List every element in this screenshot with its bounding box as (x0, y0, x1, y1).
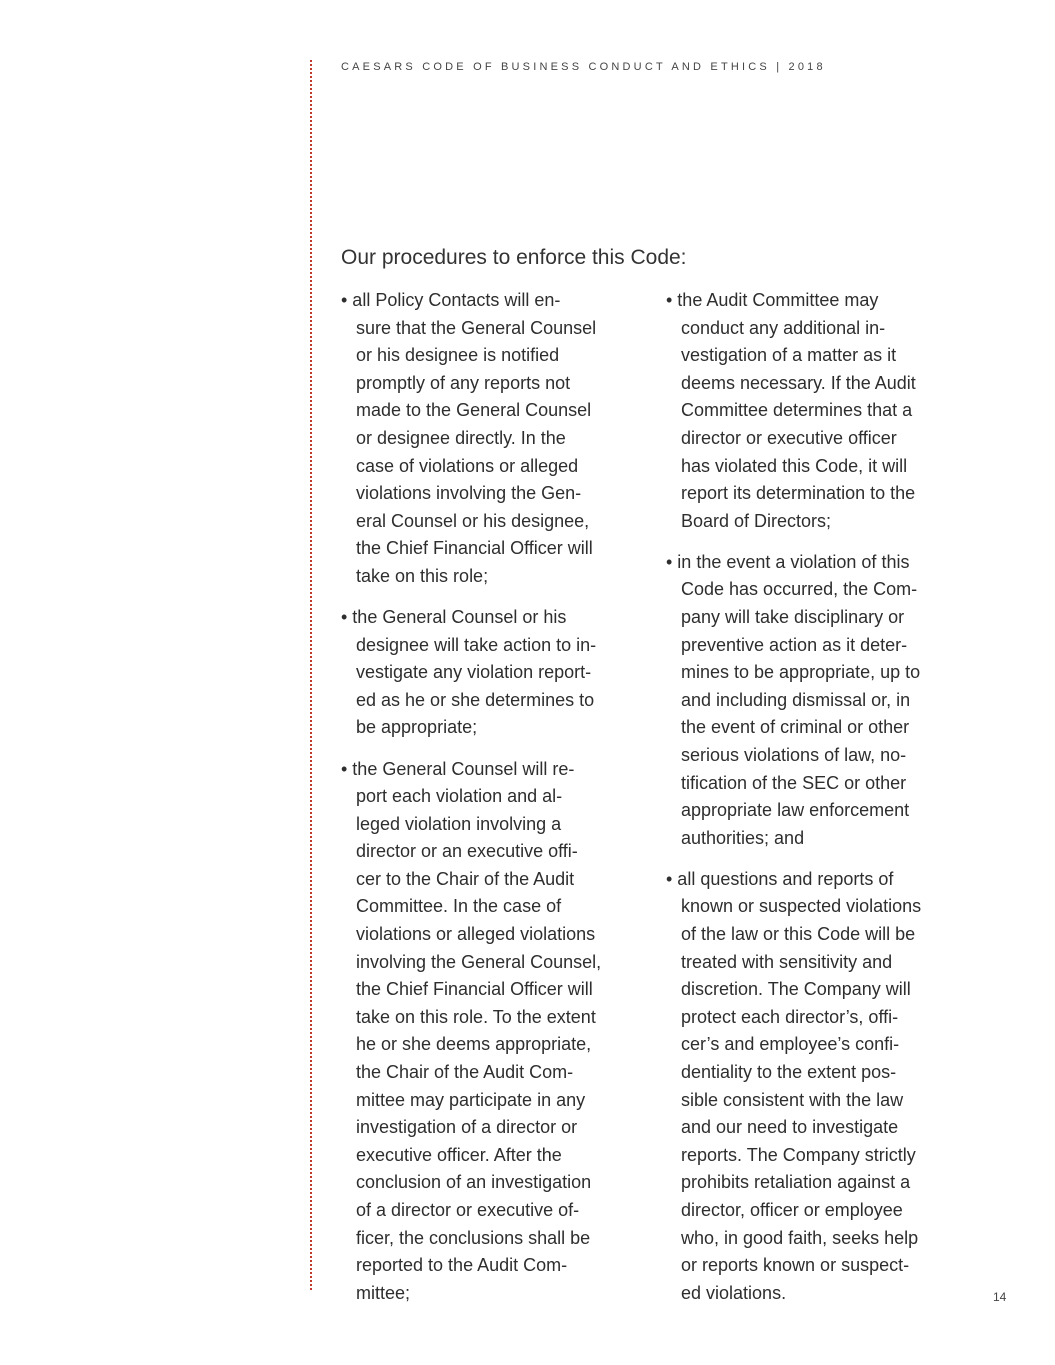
text-line: • the Audit Committee may (666, 290, 879, 310)
text-line: treated with sensitivity and (681, 951, 893, 972)
text-line: made to the General Counsel (356, 400, 592, 421)
text-line: case of violations or alleged (356, 455, 579, 476)
text-line: dentiality to the extent pos- (681, 1062, 897, 1083)
text-line: of a director or executive of- (356, 1200, 580, 1220)
text-line: be appropriate; (356, 717, 478, 738)
text-line: take on this role; (356, 565, 489, 586)
text-line: and including dismissal or, in (681, 689, 911, 710)
text-line: port each violation and al- (356, 786, 563, 807)
text-line: or reports known or suspect- (681, 1255, 910, 1276)
text-line: Board of Directors; (681, 510, 832, 531)
text-line: conduct any additional in- (681, 317, 886, 338)
text-line: eral Counsel or his designee, (356, 510, 590, 531)
text-line: director, officer or employee (681, 1200, 903, 1220)
text-line: conclusion of an investigation (356, 1172, 592, 1193)
text-line: • all questions and reports of (666, 868, 894, 889)
text-line: mines to be appropriate, up to (681, 662, 921, 683)
text-line: Committee determines that a (681, 400, 913, 421)
text-line: who, in good faith, seeks help (681, 1227, 919, 1248)
text-line: ed violations. (681, 1282, 787, 1303)
bullet-item (341, 604, 651, 742)
text-line: vestigate any violation report- (356, 662, 592, 683)
text-line: prohibits retaliation against a (681, 1172, 911, 1193)
text-line: pany will take disciplinary or (681, 607, 905, 628)
text-line: has violated this Code, it will (681, 455, 908, 476)
bullet-item (666, 287, 976, 535)
bullet-item (666, 866, 976, 1308)
text-line: cer’s and employee’s confi- (681, 1034, 900, 1055)
text-line: sure that the General Counsel (356, 317, 597, 338)
text-line: Code has occurred, the Com- (681, 579, 918, 600)
text-line: violations or alleged violations (356, 924, 596, 945)
text-line: ficer, the conclusions shall be (356, 1227, 591, 1248)
text-line: preventive action as it deter- (681, 634, 908, 655)
left-column (341, 287, 651, 1321)
text-line: mittee may participate in any (356, 1089, 586, 1110)
text-line: sible consistent with the law (681, 1089, 904, 1110)
text-line: the Chief Financial Officer will (356, 979, 593, 1000)
text-line: executive officer. After the (356, 1144, 562, 1165)
text-line: promptly of any reports not (356, 372, 571, 393)
text-line: discretion. The Company will (681, 979, 911, 1000)
text-line: • all Policy Contacts will en- (341, 290, 561, 310)
running-header: CAESARS CODE OF BUSINESS CONDUCT AND ETHICS | 2018 (341, 61, 826, 73)
right-column (666, 287, 976, 1321)
text-line: or his designee is notified (356, 345, 560, 366)
text-line: the event of criminal or other (681, 717, 910, 738)
bullet-item (341, 287, 651, 591)
bullet-item (666, 549, 976, 853)
text-line: director or an executive offi- (356, 841, 578, 862)
text-line: deems necessary. If the Audit (681, 372, 916, 393)
text-line: and our need to investigate (681, 1117, 899, 1138)
text-line: director or executive officer (681, 427, 897, 448)
text-line: tification of the SEC or other (681, 772, 907, 793)
text-line: reported to the Audit Com- (356, 1255, 568, 1276)
text-line: leged violation involving a (356, 813, 562, 834)
page-number: 14 (993, 1290, 1007, 1304)
text-line: • the General Counsel will re- (341, 758, 575, 779)
text-line: report its determination to the (681, 483, 916, 504)
section-heading: Our procedures to enforce this Code: (341, 246, 687, 269)
text-line: vestigation of a matter as it (681, 345, 897, 366)
text-line: reports. The Company strictly (681, 1144, 916, 1165)
bullet-item (341, 756, 651, 1308)
text-line: known or suspected violations (681, 896, 922, 917)
text-line: serious violations of law, no- (681, 745, 907, 765)
text-line: • in the event a violation of this (666, 551, 910, 572)
text-line: cer to the Chair of the Audit (356, 868, 575, 889)
text-line: violations involving the Gen- (356, 483, 582, 504)
text-line: • the General Counsel or his (341, 607, 567, 628)
text-line: or designee directly. In the (356, 427, 566, 448)
text-line: protect each director’s, offi- (681, 1006, 899, 1027)
text-line: mittee; (356, 1282, 411, 1303)
text-line: of the law or this Code will be (681, 924, 916, 945)
text-line: Committee. In the case of (356, 896, 562, 917)
text-line: involving the General Counsel, (356, 951, 602, 972)
text-line: take on this role. To the extent (356, 1006, 596, 1027)
text-line: designee will take action to in- (356, 634, 597, 655)
text-line: authorities; and (681, 827, 805, 848)
text-line: the Chief Financial Officer will (356, 538, 593, 559)
text-line: ed as he or she determines to (356, 689, 595, 710)
text-line: appropriate law enforcement (681, 800, 910, 821)
text-line: the Chair of the Audit Com- (356, 1062, 574, 1083)
text-line: he or she deems appropriate, (356, 1034, 592, 1055)
text-line: investigation of a director or (356, 1117, 578, 1138)
dotted-margin-rule (310, 60, 312, 1290)
